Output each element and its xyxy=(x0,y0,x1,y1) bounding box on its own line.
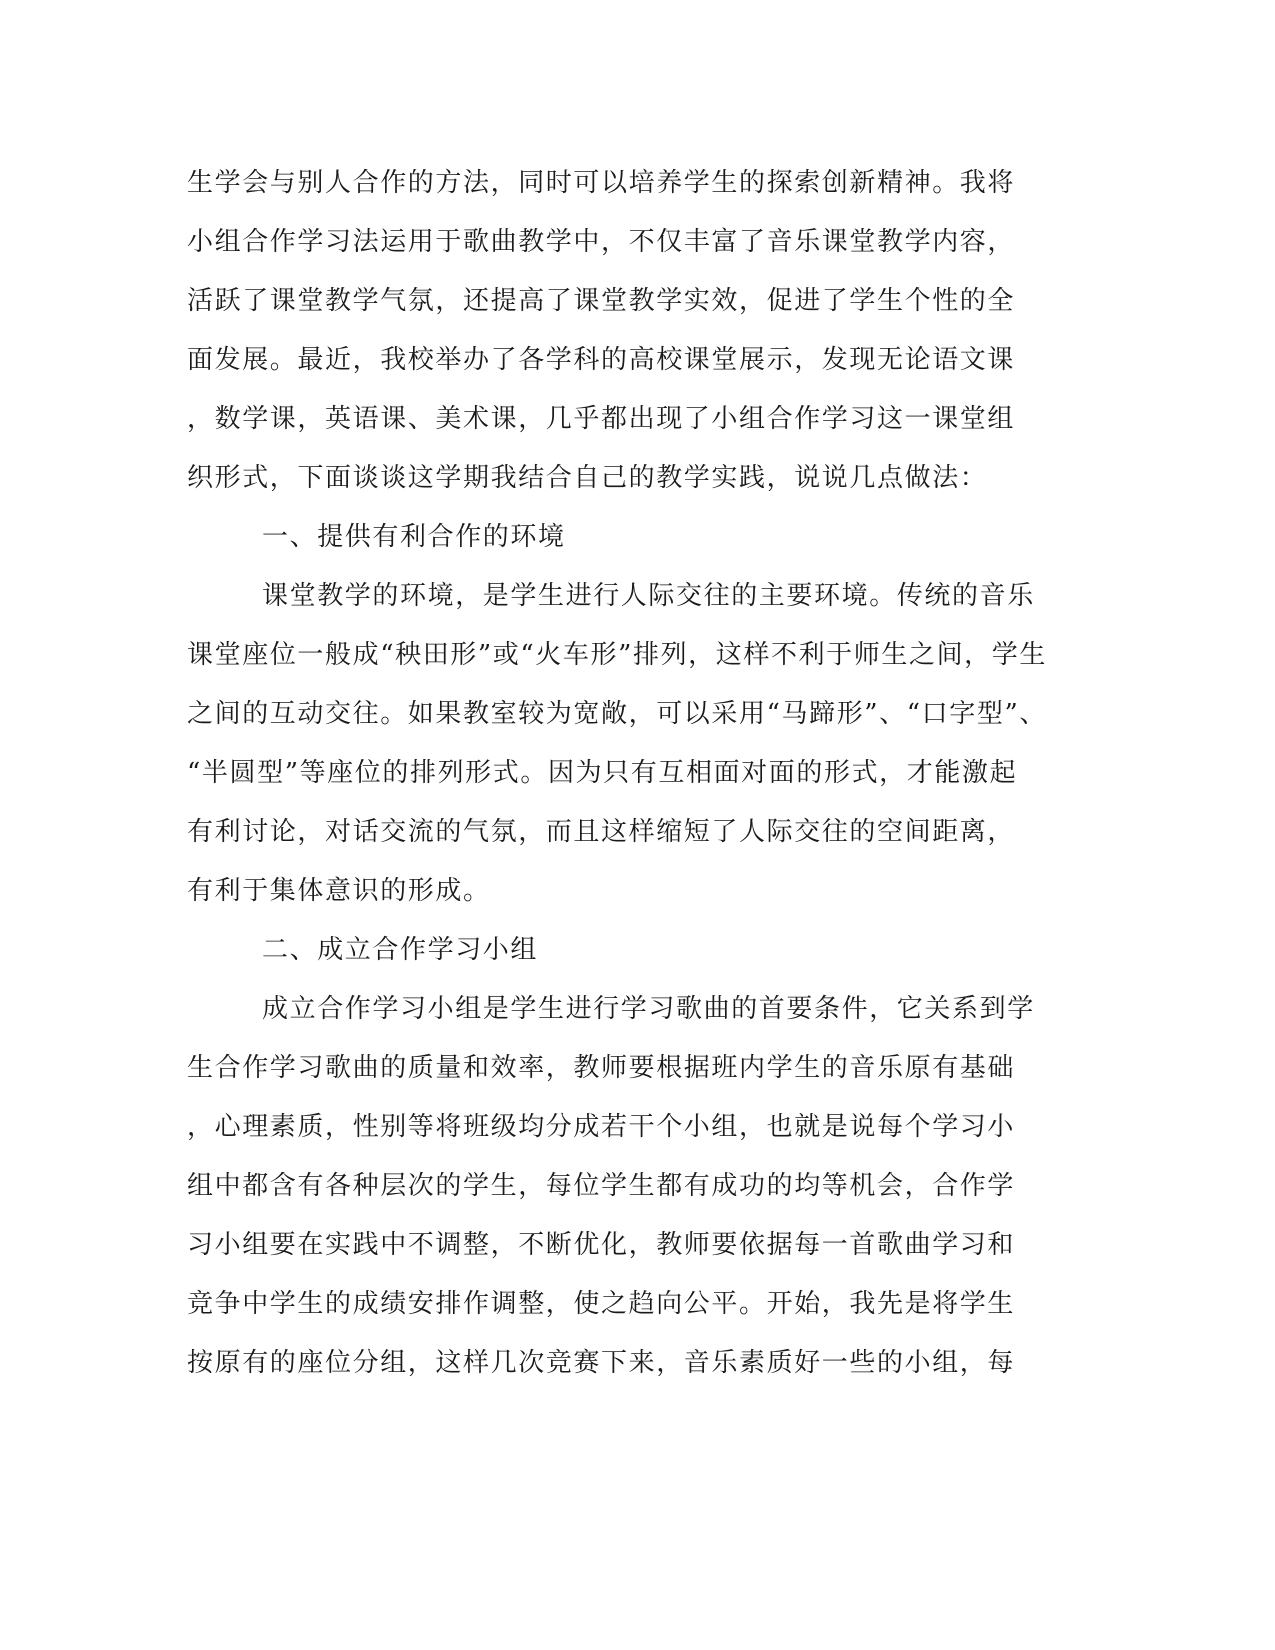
text-line: 织形式，下面谈谈这学期我结合自己的教学实践，说说几点做法： xyxy=(187,463,988,493)
text-line: 生合作学习歌曲的质量和效率，教师要根据班内学生的音乐原有基础 xyxy=(187,1053,1016,1083)
text-line: “半圆型”等座位的排列形式。因为只有互相面对面的形式，才能激起 xyxy=(187,758,1018,788)
text-line: 组中都含有各种层次的学生，每位学生都有成功的均等机会，合作学 xyxy=(187,1171,1016,1201)
text-line: 面发展。最近，我校举办了各学科的高校课堂展示，发现无论语文课 xyxy=(187,345,1016,375)
text-line: 之间的互动交往。如果教室较为宽敞，可以采用“马蹄形”、“口字型”、 xyxy=(187,699,1047,729)
section-heading: 二、成立合作学习小组 xyxy=(262,935,539,965)
text-line: 有利讨论，对话交流的气氛，而且这样缩短了人际交往的空间距离， xyxy=(187,817,1016,847)
text-line: 小组合作学习法运用于歌曲教学中，不仅丰富了音乐课堂教学内容， xyxy=(187,227,1016,257)
text-line: 竞争中学生的成绩安排作调整，使之趋向公平。开始，我先是将学生 xyxy=(187,1289,1016,1319)
text-line: 有利于集体意识的形成。 xyxy=(187,876,491,906)
text-line: 习小组要在实践中不调整，不断优化，教师要依据每一首歌曲学习和 xyxy=(187,1230,1016,1260)
text-line: 课堂座位一般成“秧田形”或“火车形”排列，这样不利于师生之间，学生 xyxy=(187,640,1047,670)
text-line: 活跃了课堂教学气氛，还提高了课堂教学实效，促进了学生个性的全 xyxy=(187,286,1016,316)
text-line: ，数学课，英语课、美术课，几乎都出现了小组合作学习这一课堂组 xyxy=(187,404,1016,434)
paragraph-start-line: 课堂教学的环境，是学生进行人际交往的主要环境。传统的音乐 xyxy=(262,581,1035,611)
text-line: 生学会与别人合作的方法，同时可以培养学生的探索创新精神。我将 xyxy=(187,168,1016,198)
text-line: 按原有的座位分组，这样几次竞赛下来，音乐素质好一些的小组，每 xyxy=(187,1348,1016,1378)
text-line: ，心理素质，性别等将班级均分成若干个小组，也就是说每个学习小 xyxy=(187,1112,1016,1142)
section-heading: 一、提供有利合作的环境 xyxy=(262,522,566,552)
paragraph-start-line: 成立合作学习小组是学生进行学习歌曲的首要条件，它关系到学 xyxy=(262,994,1035,1024)
